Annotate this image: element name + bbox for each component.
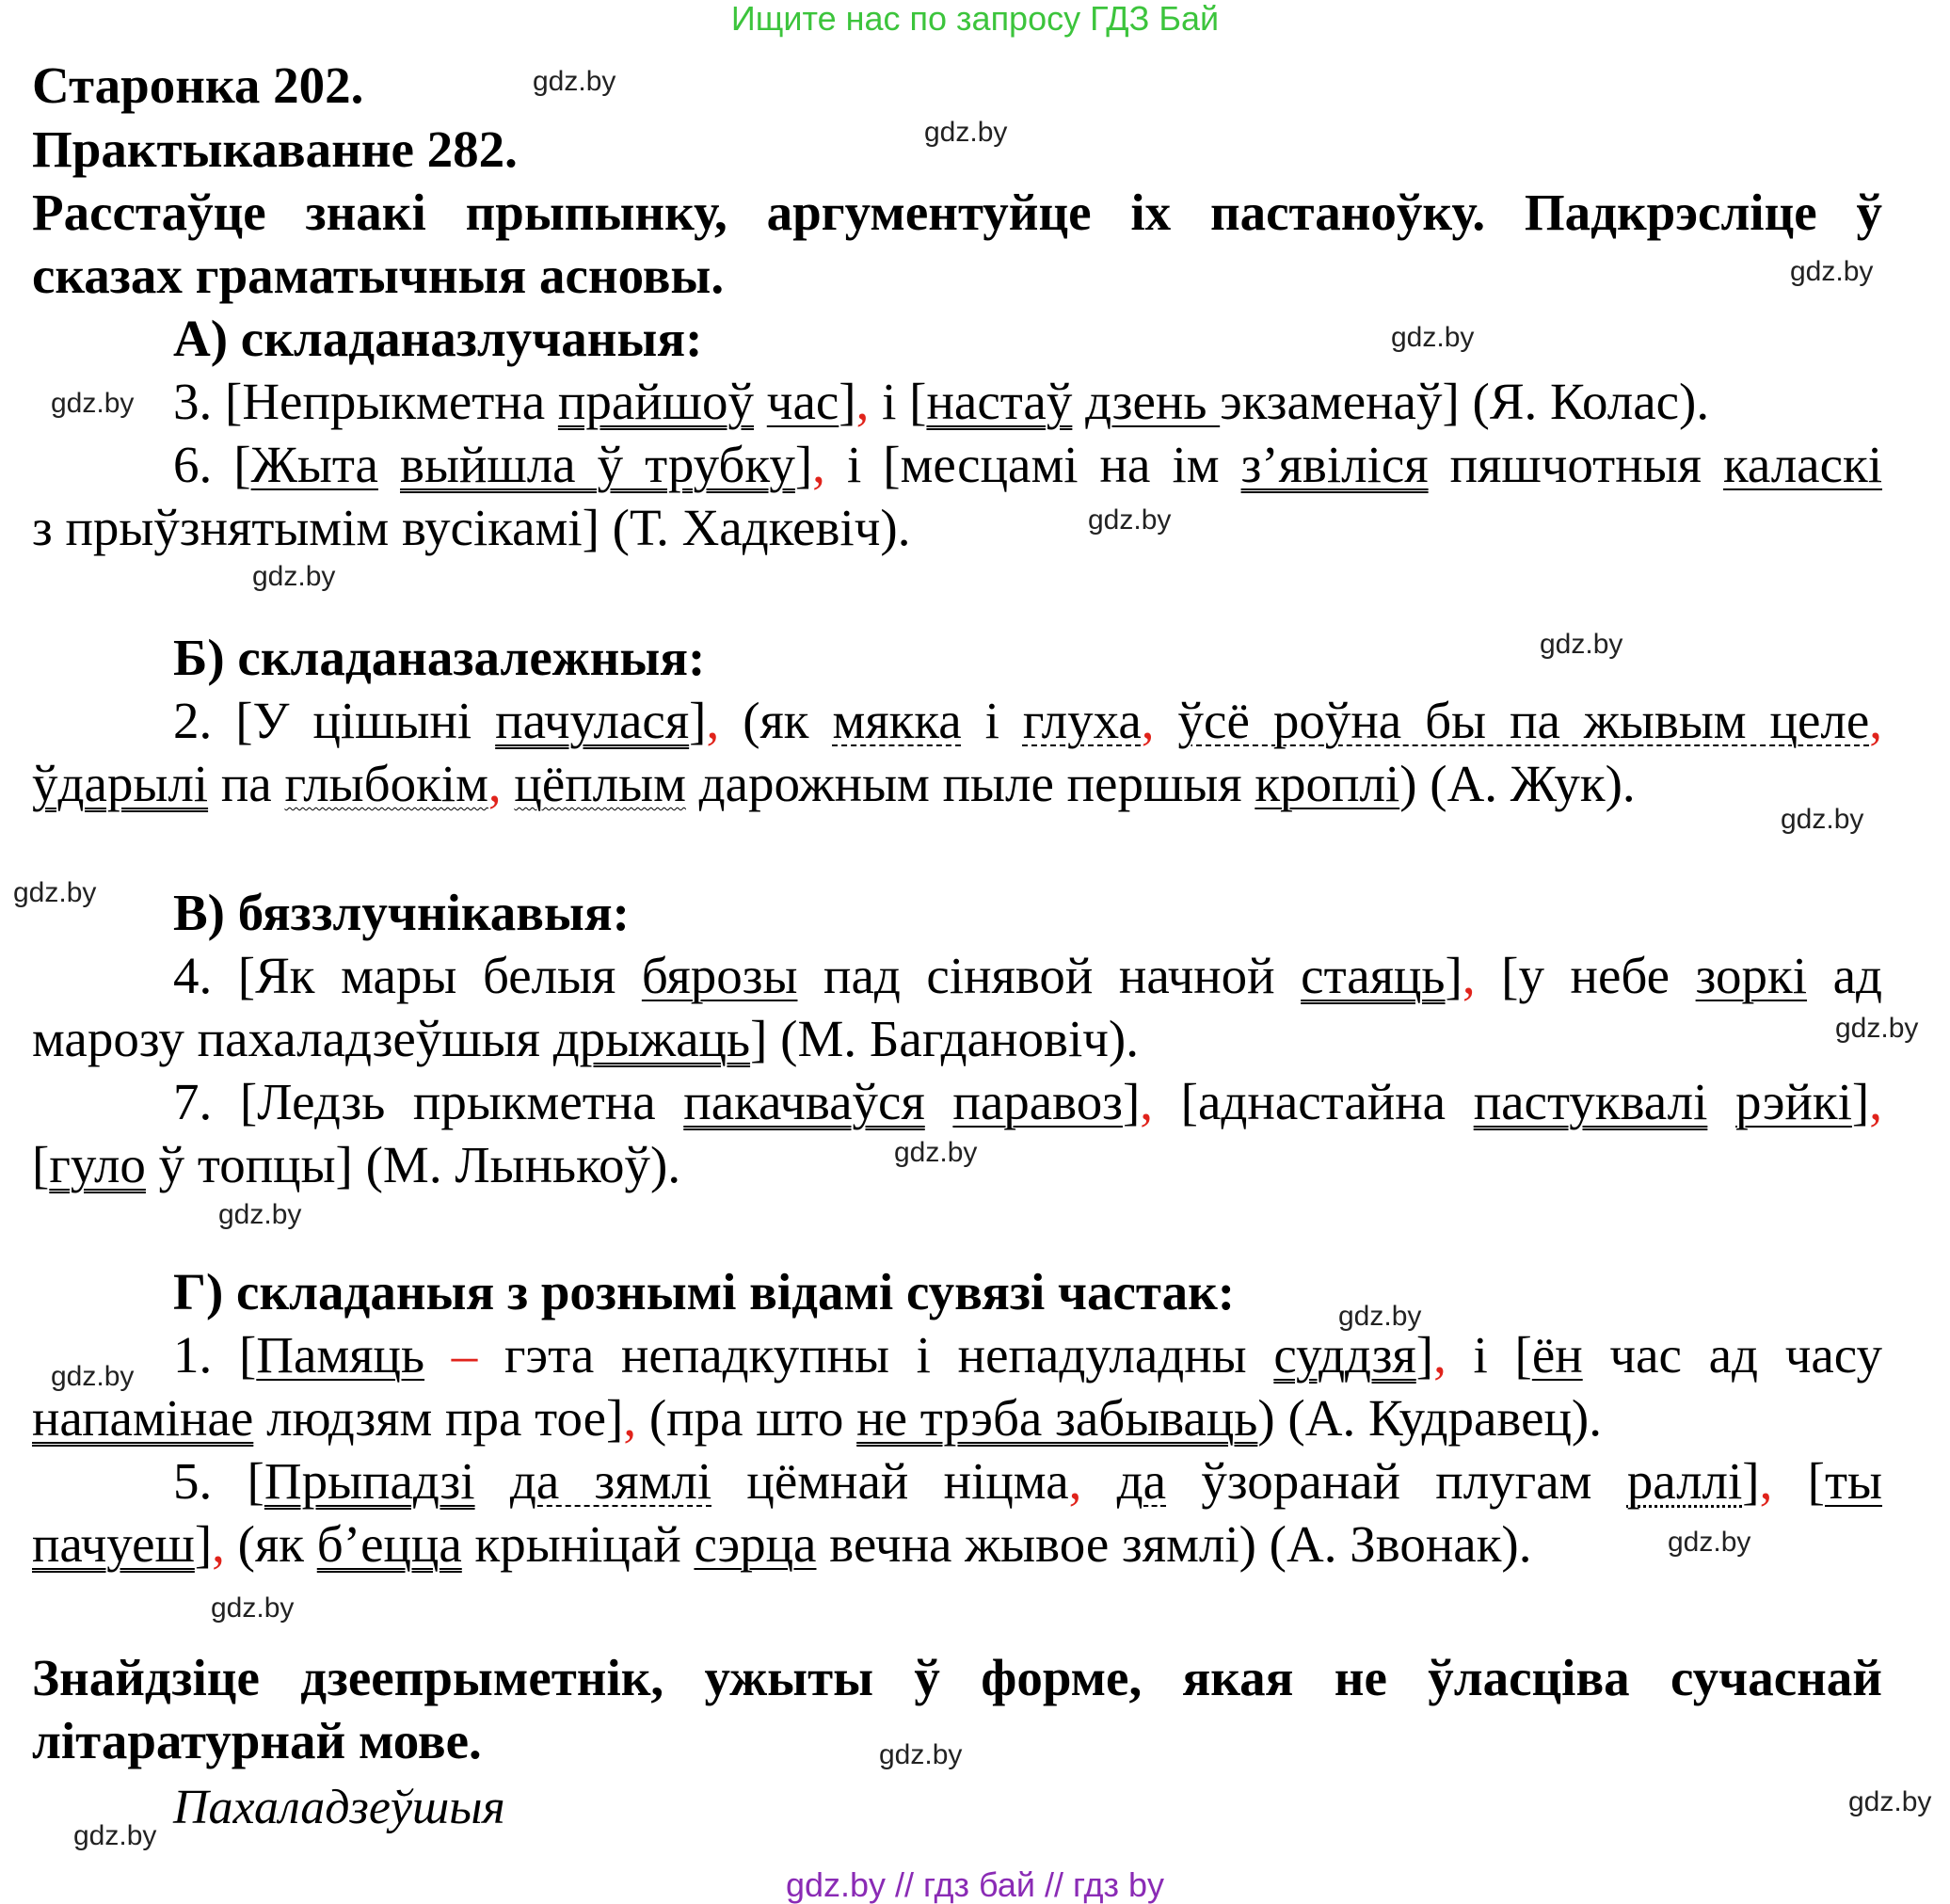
section-heading-a: А) складаназлучаныя: (173, 310, 703, 367)
sentence-c4-line-1: 4. [Як мары белыя бярозы пад сінявой начной стаяць], [у небе зоркі ад (173, 947, 1882, 1004)
sentence-c7-line-1: 7. [Ледзь прыкметна пакачваўся паравоз], [аднастайна пастуквалі рэйкі], (173, 1073, 1882, 1130)
watermark: gdz.by (51, 1361, 135, 1392)
sentence-a3: 3. [Непрыкметна прайшоў час], і [настаў дзень экзаменаў] (Я. Колас). (173, 373, 1710, 430)
task-text-line-1: Расстаўце знакі прыпынку, аргументуйце іх пастаноўку. Падкрэсліце ў (32, 184, 1882, 241)
watermark: gdz.by (1790, 256, 1874, 287)
answer-text: Пахаладзеўшыя (173, 1781, 505, 1834)
bottom-banner: gdz.by // гдз бай // гдз by (785, 1865, 1165, 1904)
watermark: gdz.by (211, 1592, 295, 1624)
watermark: gdz.by (1848, 1786, 1932, 1817)
task-text-line-2: сказах граматычныя асновы. (32, 247, 725, 304)
sentence-d5-line-1: 5. [Прыпадзі да зямлі цёмнай ніцма, да ўзоранай плугам раллі], [ты (173, 1452, 1882, 1510)
section-heading-b: Б) складаназалежныя: (173, 629, 706, 686)
watermark: gdz.by (924, 117, 1008, 148)
watermark: gdz.by (1338, 1301, 1422, 1332)
watermark: gdz.by (1540, 629, 1623, 660)
section-heading-d: Г) складаныя з рознымі відамі сувязі частак: (173, 1263, 1236, 1320)
top-banner: Ищите нас по запросу ГДЗ Бай (730, 0, 1220, 38)
question-line-1: Знайдзіце дзеепрыметнік, ужыты ў форме, якая не ўласціва сучаснай (32, 1649, 1882, 1706)
sentence-d1-line-1: 1. [Памяць – гэта непадкупны і непадуладны суддзя], і [ён час ад часу (173, 1326, 1882, 1384)
watermark: gdz.by (218, 1199, 302, 1230)
watermark: gdz.by (894, 1137, 978, 1168)
sentence-b2-line-1: 2. [У цішыні пачулася], (як мякка і глуха, ўсё роўна бы па жывым целе, (173, 692, 1883, 749)
watermark: gdz.by (1781, 804, 1864, 835)
watermark: gdz.by (1668, 1527, 1751, 1558)
watermark: gdz.by (879, 1739, 963, 1770)
watermark: gdz.by (1088, 504, 1172, 536)
sentence-a6-line-2: з прыўзнятымім вусікамі] (Т. Хадкевіч). (32, 499, 911, 556)
sentence-d1-line-2: напамінае людзям пра тое], (пра што не трэба забываць) (А. Кудравец). (32, 1389, 1602, 1447)
watermark: gdz.by (1391, 322, 1475, 353)
exercise-title: Практыкаванне 282. (32, 120, 518, 178)
sentence-c7-line-2: [гуло ў топцы] (М. Лынькоў). (32, 1136, 681, 1193)
question-line-2: літаратурнай мове. (32, 1712, 482, 1769)
watermark: gdz.by (1835, 1013, 1919, 1044)
sentence-b2-line-2: ўдарылі па глыбокім, цёплым дарожным пыле першыя кроплі) (А. Жук). (32, 755, 1636, 812)
watermark: gdz.by (252, 561, 336, 592)
sentence-a6-line-1: 6. [Жыта выйшла ў трубку], і [месцамі на ім з’явіліся пяшчотныя каласкі (173, 436, 1882, 493)
sentence-c4-line-2: марозу пахаладзеўшыя дрыжаць] (М. Багдановіч). (32, 1010, 1139, 1067)
watermark: gdz.by (51, 388, 135, 419)
section-heading-c: В) бяззлучнікавыя: (173, 884, 630, 941)
watermark: gdz.by (533, 66, 616, 97)
page-number: Старонка 202. (32, 56, 364, 114)
watermark: gdz.by (13, 877, 97, 908)
watermark: gdz.by (73, 1820, 157, 1851)
sentence-d5-line-2: пачуеш], (як б’ецца крыніцай сэрца вечна жывое зямлі) (А. Звонак). (32, 1515, 1532, 1573)
